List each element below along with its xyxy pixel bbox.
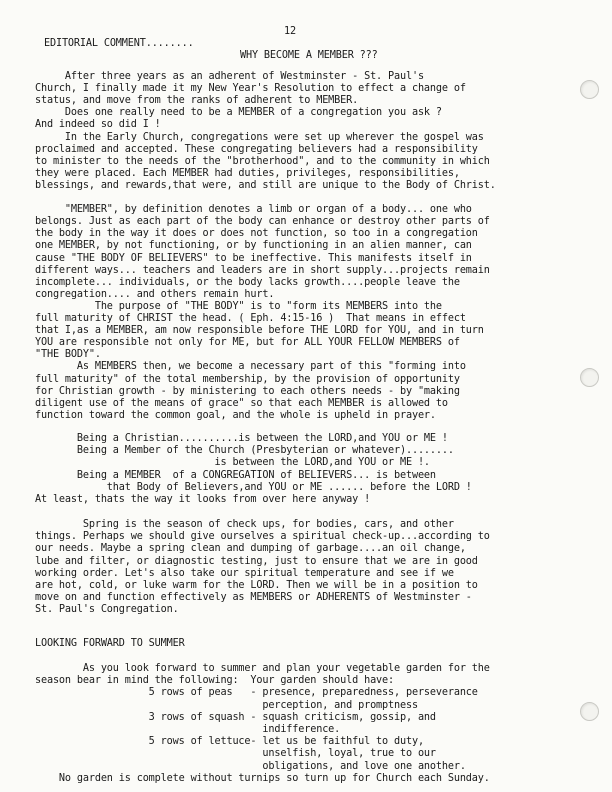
looking-forward-title: LOOKING FORWARD TO SUMMER [35, 638, 185, 649]
editorial-line: As MEMBERS then, we become a necessary part of this "forming into [35, 361, 466, 373]
page-number: 12 [284, 26, 296, 37]
garden-line: As you look forward to summer and plan your vegetable garden for the [35, 663, 490, 674]
spring-line: are hot, cold, or luke warm for the LORD. Then we will be in a position to [35, 580, 478, 591]
editorial-line: Church, I finally made it my New Year's Resolution to effect a change of [35, 83, 466, 95]
statement-line: Being a Member of the Church (Presbyterian or whatever)........ [35, 445, 454, 457]
editorial-line: to minister to the needs of the "brotherhood", and to the community in which [35, 155, 490, 167]
editorial-line: "MEMBER", by definition denotes a limb or organ of a body... one who [35, 204, 472, 216]
editorial-line: cause "THE BODY OF BELIEVERS" to be ineffective. This manifests itself in [35, 252, 472, 264]
editorial-line: that I,as a MEMBER, am now responsible before THE LORD for YOU, and in turn [35, 325, 484, 337]
editorial-line: proclaimed and accepted. These congregating believers had a responsibility [35, 143, 478, 155]
editorial-line: In the Early Church, congregations were set up wherever the gospel was [35, 131, 484, 143]
editorial-line: full maturity of CHRIST the head. ( Eph. 4:15-16 ) That means in effect [35, 313, 466, 324]
statement-line: is between the LORD,and YOU or ME !. [35, 457, 430, 469]
editorial-line: full maturity" of the total membership, by the provision of opportunity [35, 373, 460, 385]
editorial-line: for Christian growth - by ministering to each others needs - by "making [35, 385, 460, 397]
spring-line: our needs. Maybe a spring clean and dumping of garbage....an oil change, [35, 543, 466, 555]
editorial-line: blessings, and rewards,that were, and still are unique to the Body of Christ. [35, 179, 496, 191]
garden-line: unselfish, loyal, true to our [35, 748, 436, 760]
editorial-line: function toward the common goal, and the whole is upheld in prayer. [35, 409, 436, 421]
section-label: EDITORIAL COMMENT........ [44, 38, 194, 49]
statement-line: that Body of Believers,and YOU or ME ...... before the LORD ! [35, 481, 472, 493]
binder-hole [580, 702, 599, 721]
editorial-line: status, and move from the ranks of adherent to MEMBER. [35, 95, 359, 107]
spring-line: lube and filter, or diagnostic testing, just to ensure that we are in good [35, 555, 478, 567]
binder-hole [580, 80, 599, 99]
statement-line: At least, thats the way it looks from over here anyway ! [35, 494, 371, 505]
editorial-line: one MEMBER, by not functioning, or by functioning in an alien manner, can [35, 240, 472, 252]
garden-line: 5 rows of lettuce- let us be faithful to duty, [35, 736, 424, 748]
editorial-line: they were placed. Each MEMBER had duties, privileges, responsibilities, [35, 167, 460, 179]
garden-line: obligations, and love one another. [35, 760, 466, 772]
editorial-line: YOU are responsible not only for ME, but for ALL YOUR FELLOW MEMBERS of [35, 337, 460, 349]
editorial-line: "THE BODY". [35, 349, 101, 361]
editorial-line: Does one really need to be a MEMBER of a congregation you ask ? [35, 107, 442, 119]
editorial-line: The purpose of "THE BODY" is to "form its MEMBERS into the [35, 300, 442, 312]
editorial-line: the body in the way it does or does not function, so too in a congregation [35, 228, 478, 240]
spring-line: Spring is the season of check ups, for bodies, cars, and other [35, 519, 454, 530]
editorial-line: incomplete... individuals, or the body lacks growth....people leave the [35, 276, 460, 288]
garden-line: 3 rows of squash - squash criticism, gossip, and [35, 711, 436, 723]
editorial-title: WHY BECOME A MEMBER ??? [240, 50, 378, 61]
editorial-line: After three years as an adherent of Westminster - St. Paul's [35, 71, 424, 82]
garden-line: indifference. [35, 724, 341, 735]
garden-line: perception, and promptness [35, 699, 418, 711]
garden-line: No garden is complete without turnips so turn up for Church each Sunday. [35, 772, 490, 784]
editorial-line: diligent use of the means of grace" so that each MEMBER is allowed to [35, 397, 448, 409]
garden-line: 5 rows of peas - presence, preparedness, perseverance [35, 687, 478, 699]
garden-line: season bear in mind the following: Your garden should have: [35, 675, 395, 687]
spring-line: move on and function effectively as MEMBERS or ADHERENTS of Westminster - [35, 592, 472, 604]
editorial-line: congregation.... and others remain hurt. [35, 288, 275, 300]
spring-line: St. Paul's Congregation. [35, 604, 179, 616]
editorial-line: different ways... teachers and leaders are in short supply...projects remain [35, 264, 490, 276]
binder-hole [580, 368, 599, 387]
editorial-line: And indeed so did I ! [35, 119, 161, 131]
statement-line: Being a Christian..........is between the LORD,and YOU or ME ! [35, 433, 448, 444]
statement-line: Being a MEMBER of a CONGREGATION of BELIEVERS... is between [35, 469, 436, 481]
spring-line: things. Perhaps we should give ourselves a spiritual check-up...according to [35, 531, 490, 543]
editorial-line: belongs. Just as each part of the body can enhance or destroy other parts of [35, 216, 490, 228]
spring-line: working order. Let's also take our spiritual temperature and see if we [35, 567, 454, 579]
